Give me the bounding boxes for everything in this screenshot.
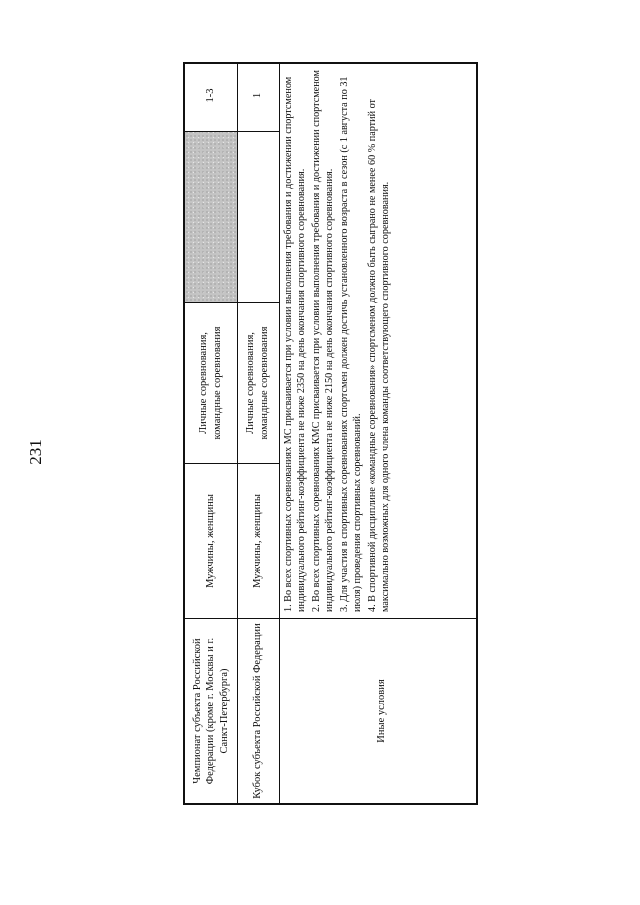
shaded-cell [185,131,237,302]
other-conditions-text [279,60,476,618]
participants-cell: Мужчины, женщины [237,463,279,618]
empty-cell [237,131,279,302]
other-conditions-label: Иные условия [279,618,476,803]
table-row [237,64,280,803]
requirements-table [183,62,478,805]
competition-cell: Кубок субъекта Российской Федерации [237,618,279,803]
other-conditions-row [279,64,476,803]
condition-item: 2. Во всех спортивных соревнованиях КМС присваивается при условии выполнения требования и достижении спортсменом индивидуального рейтинг-коэффициента не ниже 2150 на день окончания спортивного соревнования. [310,70,336,612]
condition-item: 3. Для участия в спортивных соревнованиях спортсмен должен достичь установленного возраста в сезон (с 1 августа по 31 июля) проведения спортивных соревнований. [338,76,364,612]
page-number: 231 [26,439,45,465]
discipline-cell: Личные соревнования, командные соревнования [237,302,279,463]
discipline-cell: Личные соревнования, командные соревнования [185,302,237,463]
place-cell: 1 [252,92,264,99]
place-cell: 1-3 [205,88,217,103]
condition-item: 4. В спортивной дисциплине «командные соревнования» спортсменом должно быть сыграно не менее 60 % партий от максимально возможных для одного члена команды соответствующего спортивного соревнования. [366,99,392,612]
table-row [185,64,238,803]
condition-item: 1. Во всех спортивных соревнованиях МС присваивается при условии выполнения требования и достижении спортсменом индивидуального рейтинг-коэффициента не ниже 2350 на день окончания спортивного соревнования. [283,76,308,612]
competition-cell: Чемпионат субъекта Российской Федерации (кроме г. Москвы и г. Санкт-Петербурга) [185,618,237,803]
participants-cell: Мужчины, женщины [185,463,237,618]
